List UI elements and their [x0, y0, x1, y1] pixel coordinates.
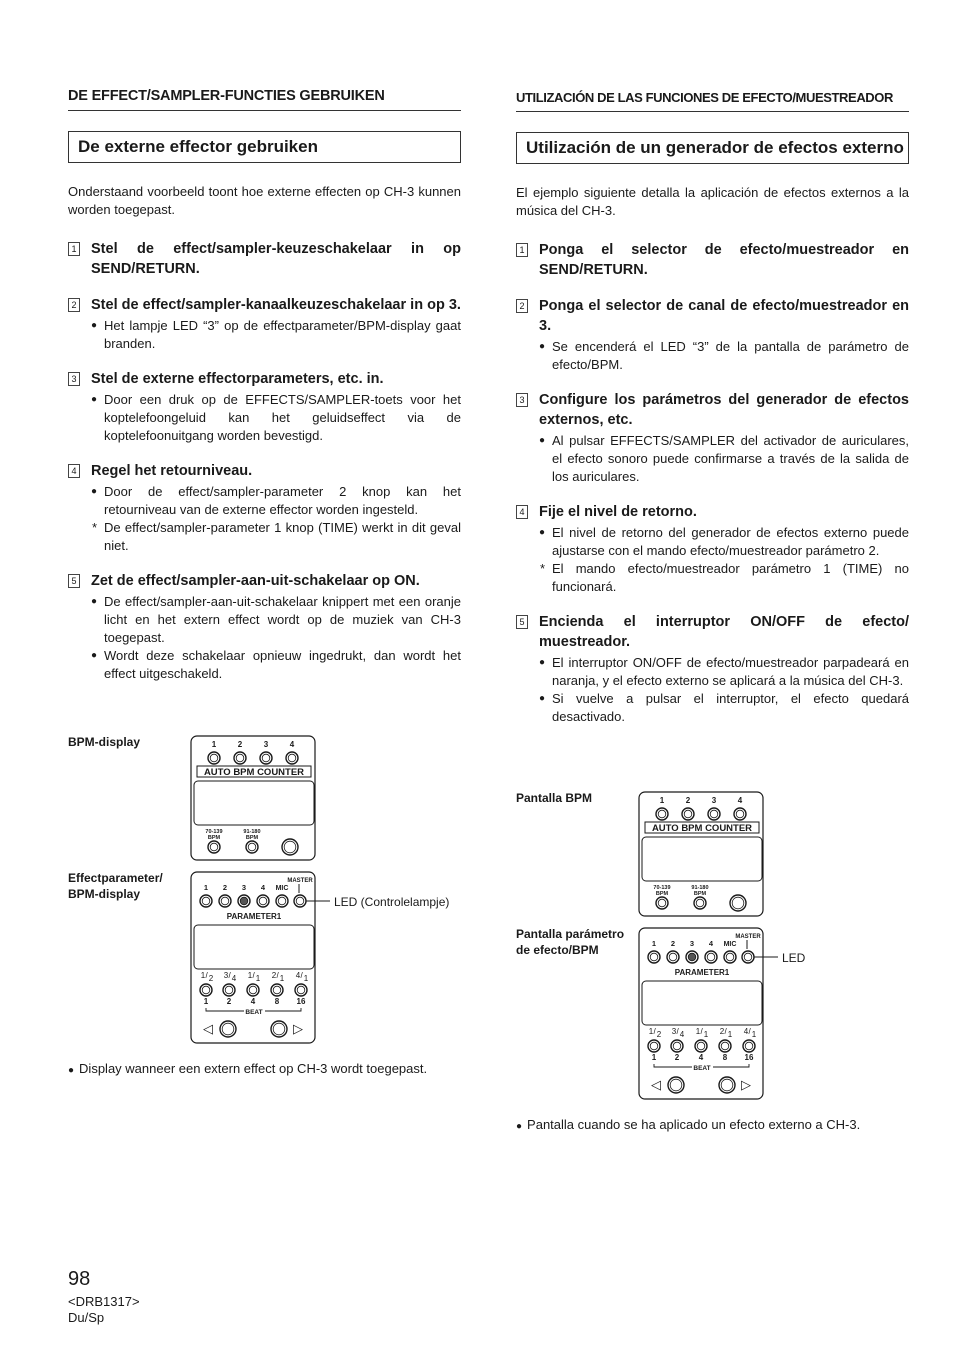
led-unlit-icon [736, 810, 744, 818]
left-arrow-icon: ◁ [203, 1021, 213, 1036]
param-number: 2 [670, 939, 676, 948]
step-bullet: ● Si vuelve a pulsar el interruptor, el efecto quedará desactivado. [539, 690, 909, 726]
fraction-denominator: 1 [703, 1030, 709, 1039]
led-unlit-icon [249, 986, 257, 994]
led-unlit-icon [670, 1079, 682, 1091]
step-title: Fije el nivel de retorno. [539, 504, 697, 520]
step-number: 5 [68, 574, 80, 588]
bpm-range-unit: BPM [207, 835, 221, 841]
led-unlit-icon [684, 810, 692, 818]
step-2 [516, 296, 909, 374]
figure-label-line: Pantalla parámetro [516, 927, 625, 941]
step-title: Regel het retourniveau. [91, 463, 253, 479]
effect-parameter-display-illustration [633, 926, 778, 1106]
fraction-denominator: 4 [679, 1030, 685, 1039]
display-window [194, 781, 314, 825]
fraction-denominator: 4 [231, 974, 237, 983]
column-spanish [516, 88, 909, 742]
bpm-range-unit: BPM [245, 835, 259, 841]
step-4 [68, 461, 461, 555]
led-unlit-icon [296, 897, 304, 905]
step-3 [68, 369, 461, 445]
mic-label: MIC [723, 941, 737, 948]
bpm-display-illustration [633, 790, 773, 920]
step-bullet: ● Se encenderá el LED “3” de la pantalla de parámetro de efecto/BPM. [539, 338, 909, 374]
step-bullet: ● Wordt deze schakelaar opnieuw ingedrukt, dan wordt het effect uitgeschakeld. [91, 647, 461, 683]
bpm-range-label: 70-139 [653, 885, 671, 891]
beat-value: 8 [722, 1053, 728, 1062]
bullet-icon: ● [68, 1065, 75, 1076]
step-title: Ponga el selector de efecto/muestreador en SEND/RETURN. [539, 242, 909, 278]
beat-value: 4 [250, 997, 256, 1006]
step-title: Ponga el selector de canal de efecto/muestreador en 3. [539, 298, 909, 334]
param-number: 3 [241, 883, 247, 892]
fraction-denominator: 1 [303, 974, 309, 983]
step-number: 2 [68, 298, 80, 312]
fraction-denominator: 2 [656, 1030, 662, 1039]
step-title: Configure los parámetros del generador de efectos externos, etc. [539, 392, 909, 428]
led-unlit-icon [697, 1042, 705, 1050]
led-unlit-icon [707, 953, 715, 961]
led-label: LED [782, 951, 806, 965]
fraction-numerator: 1 [695, 1027, 701, 1036]
led-unlit-icon [210, 754, 218, 762]
led-unlit-icon [721, 1079, 733, 1091]
bpm-range-unit: BPM [655, 891, 669, 897]
fraction-slash: / [700, 1027, 703, 1036]
bpm-number: 2 [685, 796, 691, 805]
step-number: 3 [516, 393, 528, 407]
step-title: Encienda el interruptor ON/OFF de efecto/ muestreador. [539, 614, 909, 650]
fraction-slash: / [300, 971, 303, 980]
step-bullet: ● Door de effect/sampler-parameter 2 knop kan het retourniveau van de externe effector worden ingesteld. [91, 483, 461, 519]
param-number: 1 [651, 939, 657, 948]
step-1 [68, 239, 461, 279]
fraction-numerator: 3 [671, 1027, 677, 1036]
effect-parameter-display-illustration [185, 870, 330, 1050]
led-unlit-icon [710, 810, 718, 818]
step-number: 1 [68, 242, 80, 256]
figure-label-bpm: BPM-display [68, 735, 141, 749]
figure-caption [516, 1117, 860, 1132]
led-unlit-icon [726, 953, 734, 961]
fraction-denominator: 1 [751, 1030, 757, 1039]
led-unlit-icon [202, 986, 210, 994]
doc-code-line: <DRB1317> [68, 1294, 140, 1309]
step-number: 1 [516, 243, 528, 257]
page-number: 98 [68, 1268, 91, 1290]
step-list [516, 240, 909, 726]
bpm-number: 3 [711, 796, 717, 805]
mic-label: MIC [275, 885, 289, 892]
led-lit-icon [240, 897, 248, 905]
bullet-icon: ● [516, 1121, 523, 1132]
led-unlit-icon [278, 897, 286, 905]
led-unlit-icon [744, 953, 752, 961]
right-arrow-icon: ▷ [741, 1077, 751, 1092]
step-title: Stel de effect/sampler-kanaalkeuzeschakelaar in op 3. [91, 297, 461, 313]
subsection-title: De externe effector gebruiken [68, 131, 461, 163]
left-arrow-icon: ◁ [651, 1077, 661, 1092]
step-bullet: ● El interruptor ON/OFF de efecto/muestreador parpadeará en naranja, y el efecto externo se aplicará a la música del CH-3. [539, 654, 909, 690]
right-arrow-icon: ▷ [293, 1021, 303, 1036]
step-list [68, 239, 461, 683]
subsection-title: Utilización de un generador de efectos externo [516, 132, 909, 164]
step-title: Stel de externe effectorparameters, etc. in. [91, 371, 384, 387]
step-1 [516, 240, 909, 280]
display-window [194, 925, 314, 969]
param-number: 4 [708, 939, 714, 948]
param-number: 2 [222, 883, 228, 892]
led-unlit-icon [650, 1042, 658, 1050]
figure-label-line: Effectparameter/ [68, 871, 163, 885]
led-unlit-icon [236, 754, 244, 762]
led-unlit-icon [650, 953, 658, 961]
beat-value: 4 [698, 1053, 704, 1062]
led-unlit-icon [225, 986, 233, 994]
led-unlit-icon [297, 986, 305, 994]
beat-label: BEAT [693, 1065, 711, 1072]
bpm-number: 3 [263, 740, 269, 749]
parameter-label: PARAMETER1 [226, 912, 282, 921]
fraction-numerator: 4 [295, 971, 301, 980]
fraction-denominator: 1 [727, 1030, 733, 1039]
fraction-slash: / [676, 1027, 679, 1036]
led-label: LED (Controlelampje) [334, 895, 450, 909]
led-unlit-icon [669, 953, 677, 961]
step-bullet: ● El nivel de retorno del generador de efectos externo puede ajustarse con el mando efecto/muestreador parámetro 2. [539, 524, 909, 560]
step-number: 4 [68, 464, 80, 478]
section-header: DE EFFECT/SAMPLER-FUNCTIES GEBRUIKEN [68, 88, 461, 111]
fraction-slash: / [724, 1027, 727, 1036]
fraction-slash: / [276, 971, 279, 980]
step-title: Stel de effect/sampler-keuzeschakelaar in op SEND/RETURN. [91, 241, 461, 277]
beat-value: 16 [296, 997, 306, 1006]
step-bullet: ● Door een druk op de EFFECTS/SAMPLER-toets voor het koptelefoongeluid kan het geluidseffect via de koptelefoonuitgang worden bevestigd. [91, 391, 461, 445]
led-unlit-icon [210, 843, 218, 851]
step-3 [516, 390, 909, 486]
bpm-range-unit: BPM [693, 891, 707, 897]
led-lit-icon [688, 953, 696, 961]
caption-text: Pantalla cuando se ha aplicado un efecto externo a CH-3. [527, 1117, 861, 1132]
figure-label-bpm: Pantalla BPM [516, 791, 593, 805]
step-5 [68, 571, 461, 683]
fraction-numerator: 4 [743, 1027, 749, 1036]
auto-bpm-label: AUTO BPM COUNTER [203, 767, 305, 778]
bpm-number: 1 [211, 740, 217, 749]
led-unlit-icon [658, 810, 666, 818]
figure-label-line: BPM-display [68, 887, 141, 901]
bpm-number: 1 [659, 796, 665, 805]
master-label: MASTER [287, 878, 313, 884]
beat-value: 1 [651, 1053, 657, 1062]
fraction-slash: / [748, 1027, 751, 1036]
step-note: * El mando efecto/muestreador parámetro 1 (TIME) no funcionará. [539, 560, 909, 596]
step-number: 3 [68, 372, 80, 386]
led-unlit-icon [745, 1042, 753, 1050]
beat-value: 1 [203, 997, 209, 1006]
doc-lang-line: Du/Sp [68, 1310, 105, 1325]
param-number: 3 [689, 939, 695, 948]
bpm-number: 4 [289, 740, 295, 749]
led-unlit-icon [696, 899, 704, 907]
led-unlit-icon [259, 897, 267, 905]
beat-value: 8 [274, 997, 280, 1006]
led-unlit-icon [222, 1023, 234, 1035]
column-dutch [68, 88, 461, 699]
bpm-range-label: 91-180 [691, 885, 709, 891]
bpm-number: 2 [237, 740, 243, 749]
display-window [642, 981, 762, 1025]
parameter-label: PARAMETER1 [674, 968, 730, 977]
section-header: UTILIZACIÓN DE LAS FUNCIONES DE EFECTO/MUESTREADOR [516, 88, 909, 112]
step-number: 4 [516, 505, 528, 519]
fraction-numerator: 1 [648, 1027, 654, 1036]
step-number: 5 [516, 615, 528, 629]
bpm-range-label: 91-180 [243, 829, 261, 835]
step-bullet: ● Al pulsar EFFECTS/SAMPLER del activador de auriculares, el efecto sonoro puede confirmarse a través de la salida de los auriculares. [539, 432, 909, 486]
fraction-slash: / [653, 1027, 656, 1036]
display-window [642, 837, 762, 881]
fraction-slash: / [205, 971, 208, 980]
step-5 [516, 612, 909, 726]
caption-text: Display wanneer een extern effect op CH-3 wordt toegepast. [79, 1061, 428, 1076]
figure-label-param [68, 870, 163, 902]
beat-value: 2 [674, 1053, 680, 1062]
led-unlit-icon [273, 1023, 285, 1035]
beat-value: 16 [744, 1053, 754, 1062]
figure-label-line: de efecto/BPM [516, 943, 599, 957]
led-unlit-icon [248, 843, 256, 851]
bpm-range-label: 70-139 [205, 829, 223, 835]
fraction-numerator: 3 [223, 971, 229, 980]
step-number: 2 [516, 299, 528, 313]
led-unlit-icon [262, 754, 270, 762]
fraction-slash: / [252, 971, 255, 980]
step-bullet: ● De effect/sampler-aan-uit-schakelaar knippert met een oranje licht en het extern effect wordt op de muziek van CH-3 toegepast. [91, 593, 461, 647]
param-number: 1 [203, 883, 209, 892]
beat-label: BEAT [245, 1009, 263, 1016]
bpm-display-illustration [185, 734, 325, 864]
fraction-denominator: 1 [279, 974, 285, 983]
step-title: Zet de effect/sampler-aan-uit-schakelaar op ON. [91, 573, 420, 589]
bpm-number: 4 [737, 796, 743, 805]
document-code [68, 1294, 140, 1326]
fraction-slash: / [228, 971, 231, 980]
fraction-denominator: 1 [255, 974, 261, 983]
beat-value: 2 [226, 997, 232, 1006]
figure-label-param [516, 926, 624, 958]
led-unlit-icon [721, 1042, 729, 1050]
fraction-denominator: 2 [208, 974, 214, 983]
param-number: 4 [260, 883, 266, 892]
led-unlit-icon [673, 1042, 681, 1050]
led-unlit-icon [273, 986, 281, 994]
auto-bpm-label: AUTO BPM COUNTER [651, 823, 753, 834]
fraction-numerator: 2 [271, 971, 277, 980]
led-unlit-icon [288, 754, 296, 762]
master-label: MASTER [735, 934, 761, 940]
step-bullet: ● Het lampje LED “3” op de effectparameter/BPM-display gaat branden. [91, 317, 461, 353]
step-4 [516, 502, 909, 596]
led-unlit-icon [202, 897, 210, 905]
intro-text: Onderstaand voorbeeld toont hoe externe effecten op CH-3 kunnen worden toegepast. [68, 184, 461, 217]
fraction-numerator: 2 [719, 1027, 725, 1036]
intro-text: El ejemplo siguiente detalla la aplicación de efectos externos a la música del CH-3. [516, 185, 909, 218]
step-2 [68, 295, 461, 353]
led-unlit-icon [658, 899, 666, 907]
step-note: * De effect/sampler-parameter 1 knop (TIME) werkt in dit geval niet. [91, 519, 461, 555]
led-unlit-icon [732, 897, 744, 909]
led-unlit-icon [284, 841, 296, 853]
led-unlit-icon [221, 897, 229, 905]
fraction-numerator: 1 [247, 971, 253, 980]
fraction-numerator: 1 [200, 971, 206, 980]
figure-caption [68, 1061, 427, 1076]
